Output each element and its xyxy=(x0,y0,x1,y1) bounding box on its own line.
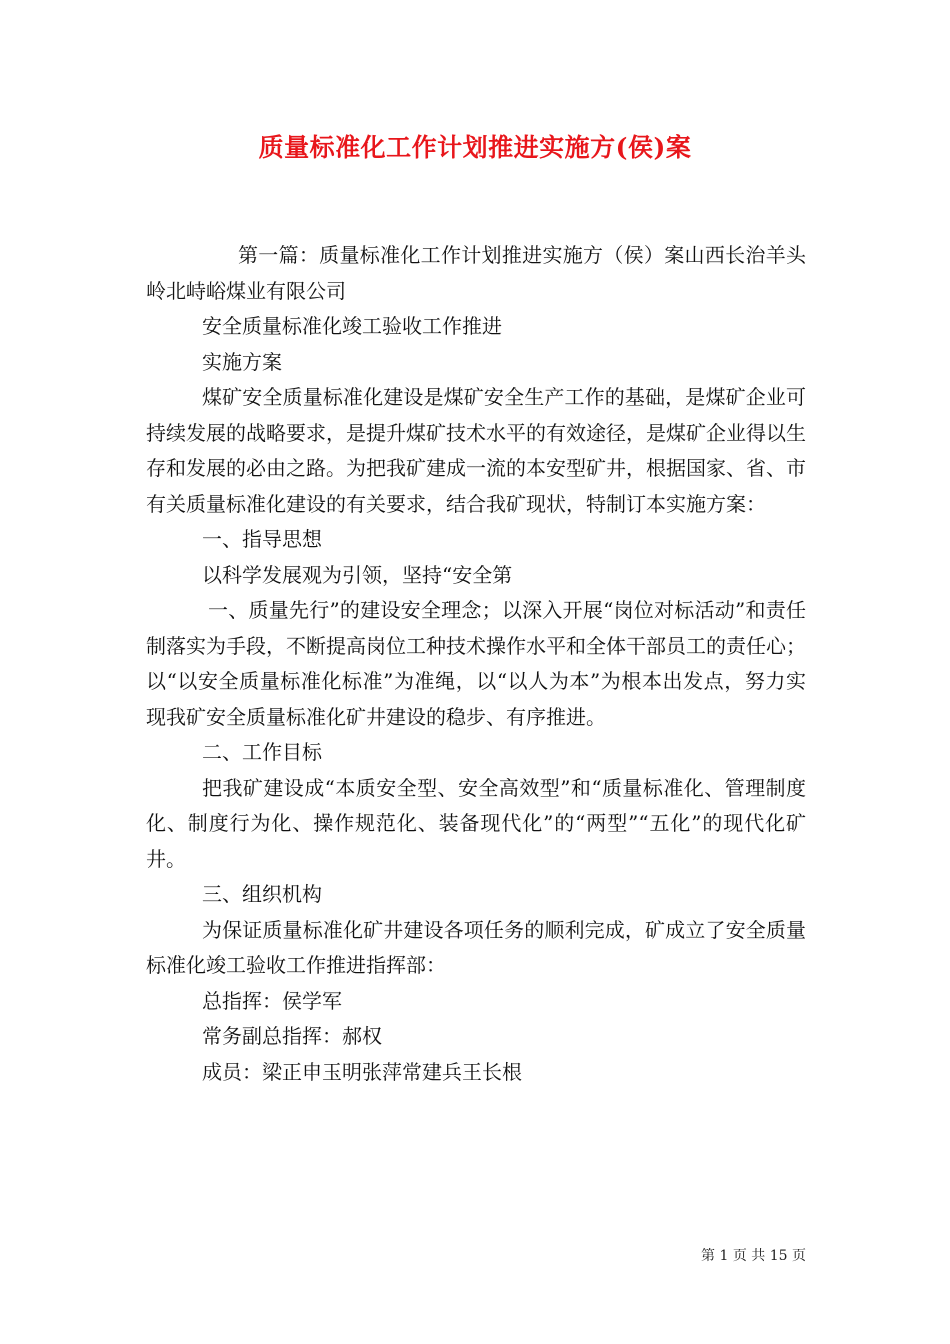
paragraph: 一、质量先行”的建设安全理念；以深入开展“岗位对标活动”和责任制落实为手段，不断提高岗位工种技术操作水平和全体干部员工的责任心；以“以安全质量标准化标准”为准绳，以“以人为本”为根本出发点，努力实现我矿安全质量标准化矿井建设的稳步、有序推进。 xyxy=(146,598,806,729)
document-title: 质量标准化工作计划推进实施方(侯)案 xyxy=(258,133,692,162)
paragraph: 实施方案 xyxy=(202,349,282,374)
paragraph: 成员：梁正申玉明张萍常建兵王长根 xyxy=(202,1059,522,1084)
paragraph: 安全质量标准化竣工验收工作推进 xyxy=(202,314,502,338)
paragraph: 以科学发展观为引领，坚持“安全第 xyxy=(202,562,513,587)
paragraph: 常务副总指挥：郝权 xyxy=(202,1024,382,1048)
page-number-footer: 第 1 页 共 15 页 xyxy=(701,1248,806,1264)
paragraph: 第一篇：质量标准化工作计划推进实施方（侯）案山西长治羊头岭北峙峪煤业有限公司 xyxy=(146,243,806,303)
paragraph: 煤矿安全质量标准化建设是煤矿安全生产工作的基础，是煤矿企业可持续发展的战略要求，是提升煤矿技术水平的有效途径，是煤矿企业得以生存和发展的必由之路。为把我矿建成一流的本安型矿井，根据国家、省、市有关质量标准化建设的有关要求，结合我矿现状，特制订本实施方案： xyxy=(146,385,806,516)
paragraph: 二、工作目标 xyxy=(202,740,322,764)
paragraph: 三、组织机构 xyxy=(202,882,322,906)
paragraph: 一、指导思想 xyxy=(202,527,322,551)
paragraph: 为保证质量标准化矿井建设各项任务的顺利完成，矿成立了安全质量标准化竣工验收工作推进指挥部： xyxy=(146,917,806,977)
paragraph: 总指挥：侯学军 xyxy=(202,988,342,1013)
document-body xyxy=(146,238,806,1090)
paragraph: 把我矿建设成“本质安全型、安全高效型”和“质量标准化、管理制度化、制度行为化、操作规范化、装备现代化”的“两型”“五化”的现代化矿井。 xyxy=(146,775,806,871)
